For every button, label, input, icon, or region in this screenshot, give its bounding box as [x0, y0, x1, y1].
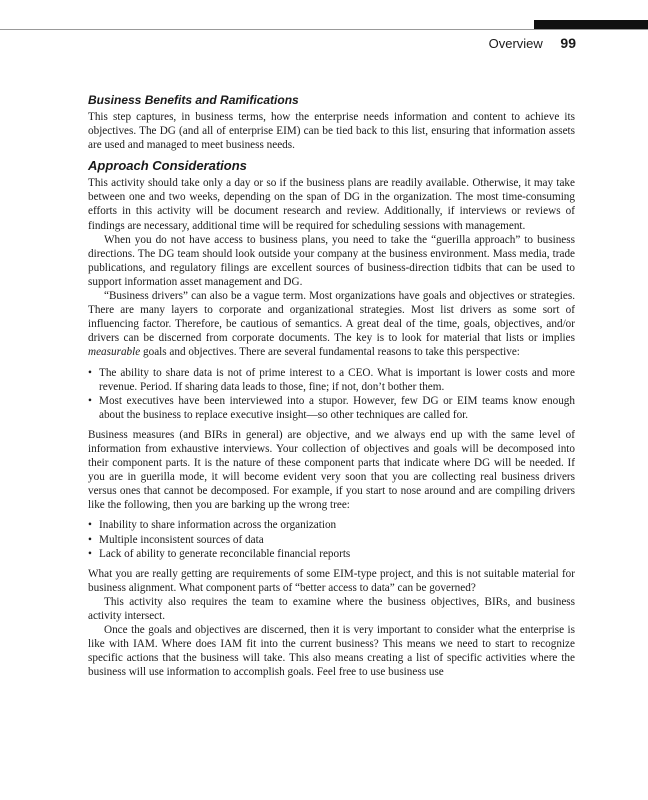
text-run: “Business drivers” can also be a vague term. Most organizations have goals and objectives or strategies. There are many layers to corporate and organizational strategies. Most list drivers as some sort of influencing factor. Therefore, be cautious of semantics. A great deal of the time, goals, objectives, and/or drivers can be discerned from corporate documents. The key is to look for material that lists or implies: [88, 290, 575, 345]
bullet-icon: •: [88, 519, 92, 532]
text-run: goals and objectives. There are several fundamental reasons to take this perspective:: [140, 346, 520, 359]
paragraph: What you are really getting are requirements of some EIM-type project, and this is not suitable material for business alignment. What component parts of “better access to data” can be governed?: [88, 567, 575, 594]
emphasis: measurable: [88, 346, 141, 359]
bullet-list: [88, 366, 575, 422]
list-item-text: Most executives have been interviewed into a stupor. However, few DG or EIM teams know enough about the business to replace executive insight—so other techniques are called for.: [99, 394, 575, 421]
list-item-text: Inability to share information across the organization: [99, 519, 337, 532]
list-item: [88, 518, 575, 532]
list-item: [88, 547, 575, 561]
header-rule: [0, 29, 648, 30]
bullet-icon: •: [88, 533, 92, 546]
list-item-text: Lack of ability to generate reconcilable financial reports: [99, 547, 351, 560]
paragraph: [88, 289, 575, 359]
page-body: [88, 93, 575, 679]
paragraph: Once the goals and objectives are discerned, then it is very important to consider what the enterprise is like with IAM. Where does IAM fit into the current business? This means we need to start to recognize specific actions that the business will take. This also means creating a list of specific activities where the business will use information to accomplish goals. Feel free to use business use: [88, 624, 575, 679]
paragraph: This activity should take only a day or so if the business plans are readily available. Otherwise, it may take between one and two weeks, depending on the span of DG in the organization. The most time-consuming efforts in this activity will be document research and review. Additionally, if interviews or reviews of findings are necessary, additional time will be required for scheduling sessions with management.: [88, 177, 575, 232]
list-item-text: Multiple inconsistent sources of data: [99, 533, 264, 546]
heading-business-benefits: Business Benefits and Ramifications: [88, 93, 299, 107]
heading-approach-considerations: Approach Considerations: [88, 158, 247, 174]
paragraph: This activity also requires the team to examine where the business objectives, BIRs, and business activity intersect.: [88, 595, 575, 622]
bullet-icon: •: [88, 366, 92, 379]
list-item: [88, 366, 575, 394]
list-item-text: The ability to share data is not of prime interest to a CEO. What is important is lower costs and more revenue. Period. If sharing data leads to those, fine; if not, don’t bother them.: [99, 366, 575, 393]
paragraph: This step captures, in business terms, how the enterprise needs information and content to achieve its objectives. The DG (and all of enterprise EIM) can be tied back to this list, ensuring that information assets are used and managed to meet business needs.: [88, 111, 575, 152]
bullet-icon: •: [88, 547, 92, 560]
list-item: [88, 394, 575, 422]
list-item: [88, 533, 575, 547]
page-number: 99: [560, 35, 576, 51]
paragraph: Business measures (and BIRs in general) are objective, and we always end up with the same level of information from exhaustive interviews. Your collection of objectives and goals will be decomposed into their component parts. It is the nature of these component parts that indicate where DG will be needed. If you are in guerilla mode, it will become evident very soon that you are collecting real business drivers versus ones that cannot be decomposed. For example, if you start to nose around and are compiling drivers like the following, then you are barking up the wrong tree:: [88, 428, 575, 512]
paragraph: When you do not have access to business plans, you need to take the “guerilla approach” to business directions. The DG team should look outside your company at the business environment. Mass media, trade publications, and regulatory filings are excellent sources of business-direction tidbits that can be used to support information asset management and DG.: [88, 233, 575, 288]
bullet-icon: •: [88, 394, 92, 407]
running-header: [489, 35, 576, 51]
bullet-list: [88, 518, 575, 560]
section-title: Overview: [488, 36, 543, 51]
